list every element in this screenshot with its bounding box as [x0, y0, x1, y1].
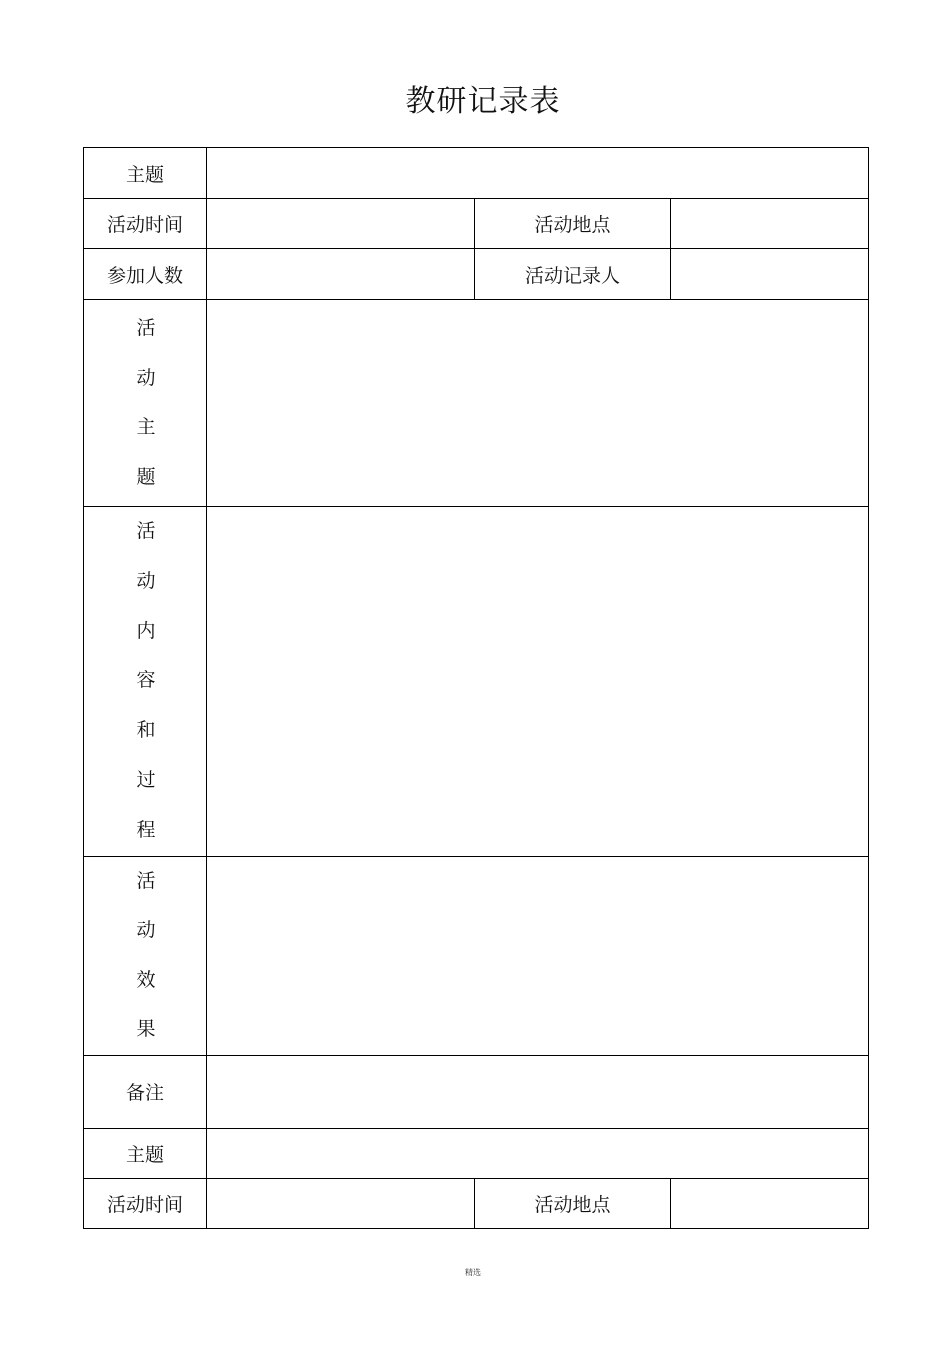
- activity-time-field-2[interactable]: [207, 1178, 475, 1228]
- row-count-recorder: [84, 249, 869, 300]
- row-time-place-2: [84, 1178, 869, 1228]
- activity-content-char: 和: [136, 719, 156, 742]
- page-footer: 精选: [465, 1268, 481, 1277]
- activity-effect-char: 效: [136, 968, 156, 991]
- activity-time-label-2: 活动时间: [84, 1178, 207, 1228]
- activity-effect-label: [84, 856, 207, 1055]
- activity-content-char: 内: [136, 619, 156, 642]
- activity-topic-char: 主: [136, 416, 156, 438]
- page-title: 教研记录表: [405, 84, 561, 119]
- topic-label-2: 主题: [84, 1128, 207, 1178]
- activity-topic-char: 题: [136, 465, 156, 488]
- recorder-label: 活动记录人: [475, 249, 671, 300]
- activity-topic-char: 动: [136, 366, 156, 389]
- activity-content-field[interactable]: [207, 507, 869, 857]
- activity-place-label: 活动地点: [475, 199, 671, 249]
- topic-field-2[interactable]: [207, 1128, 869, 1178]
- row-activity-content: [84, 507, 869, 857]
- activity-topic-field[interactable]: [207, 300, 869, 507]
- row-note: [84, 1055, 869, 1128]
- activity-topic-char: 活: [136, 317, 156, 339]
- participant-count-label: 参加人数: [84, 249, 207, 300]
- recorder-field[interactable]: [671, 249, 869, 300]
- activity-content-label: [84, 507, 207, 857]
- topic-field[interactable]: [207, 148, 869, 199]
- activity-time-label: 活动时间: [84, 199, 207, 249]
- activity-effect-field[interactable]: [207, 856, 869, 1055]
- participant-count-field[interactable]: [207, 249, 475, 300]
- note-field[interactable]: [207, 1055, 869, 1128]
- topic-label: 主题: [84, 148, 207, 199]
- activity-content-char: 程: [136, 818, 156, 841]
- activity-time-field[interactable]: [207, 199, 475, 249]
- record-form-table: [83, 147, 869, 1229]
- activity-effect-char: 果: [136, 1018, 156, 1041]
- activity-effect-char: 动: [136, 919, 156, 942]
- activity-place-field-2[interactable]: [671, 1178, 869, 1228]
- activity-content-char: 过: [136, 768, 156, 791]
- activity-content-char: 容: [136, 669, 156, 692]
- row-activity-effect: [84, 856, 869, 1055]
- activity-place-label-2: 活动地点: [475, 1178, 671, 1228]
- activity-effect-char: 活: [136, 869, 156, 892]
- row-topic: [84, 148, 869, 199]
- activity-content-char: 活: [136, 520, 156, 542]
- activity-content-char: 动: [136, 569, 156, 592]
- activity-topic-label: [84, 300, 207, 507]
- row-activity-topic: [84, 300, 869, 507]
- note-label: 备注: [84, 1055, 207, 1128]
- row-topic-2: [84, 1128, 869, 1178]
- activity-place-field[interactable]: [671, 199, 869, 249]
- row-time-place: [84, 199, 869, 249]
